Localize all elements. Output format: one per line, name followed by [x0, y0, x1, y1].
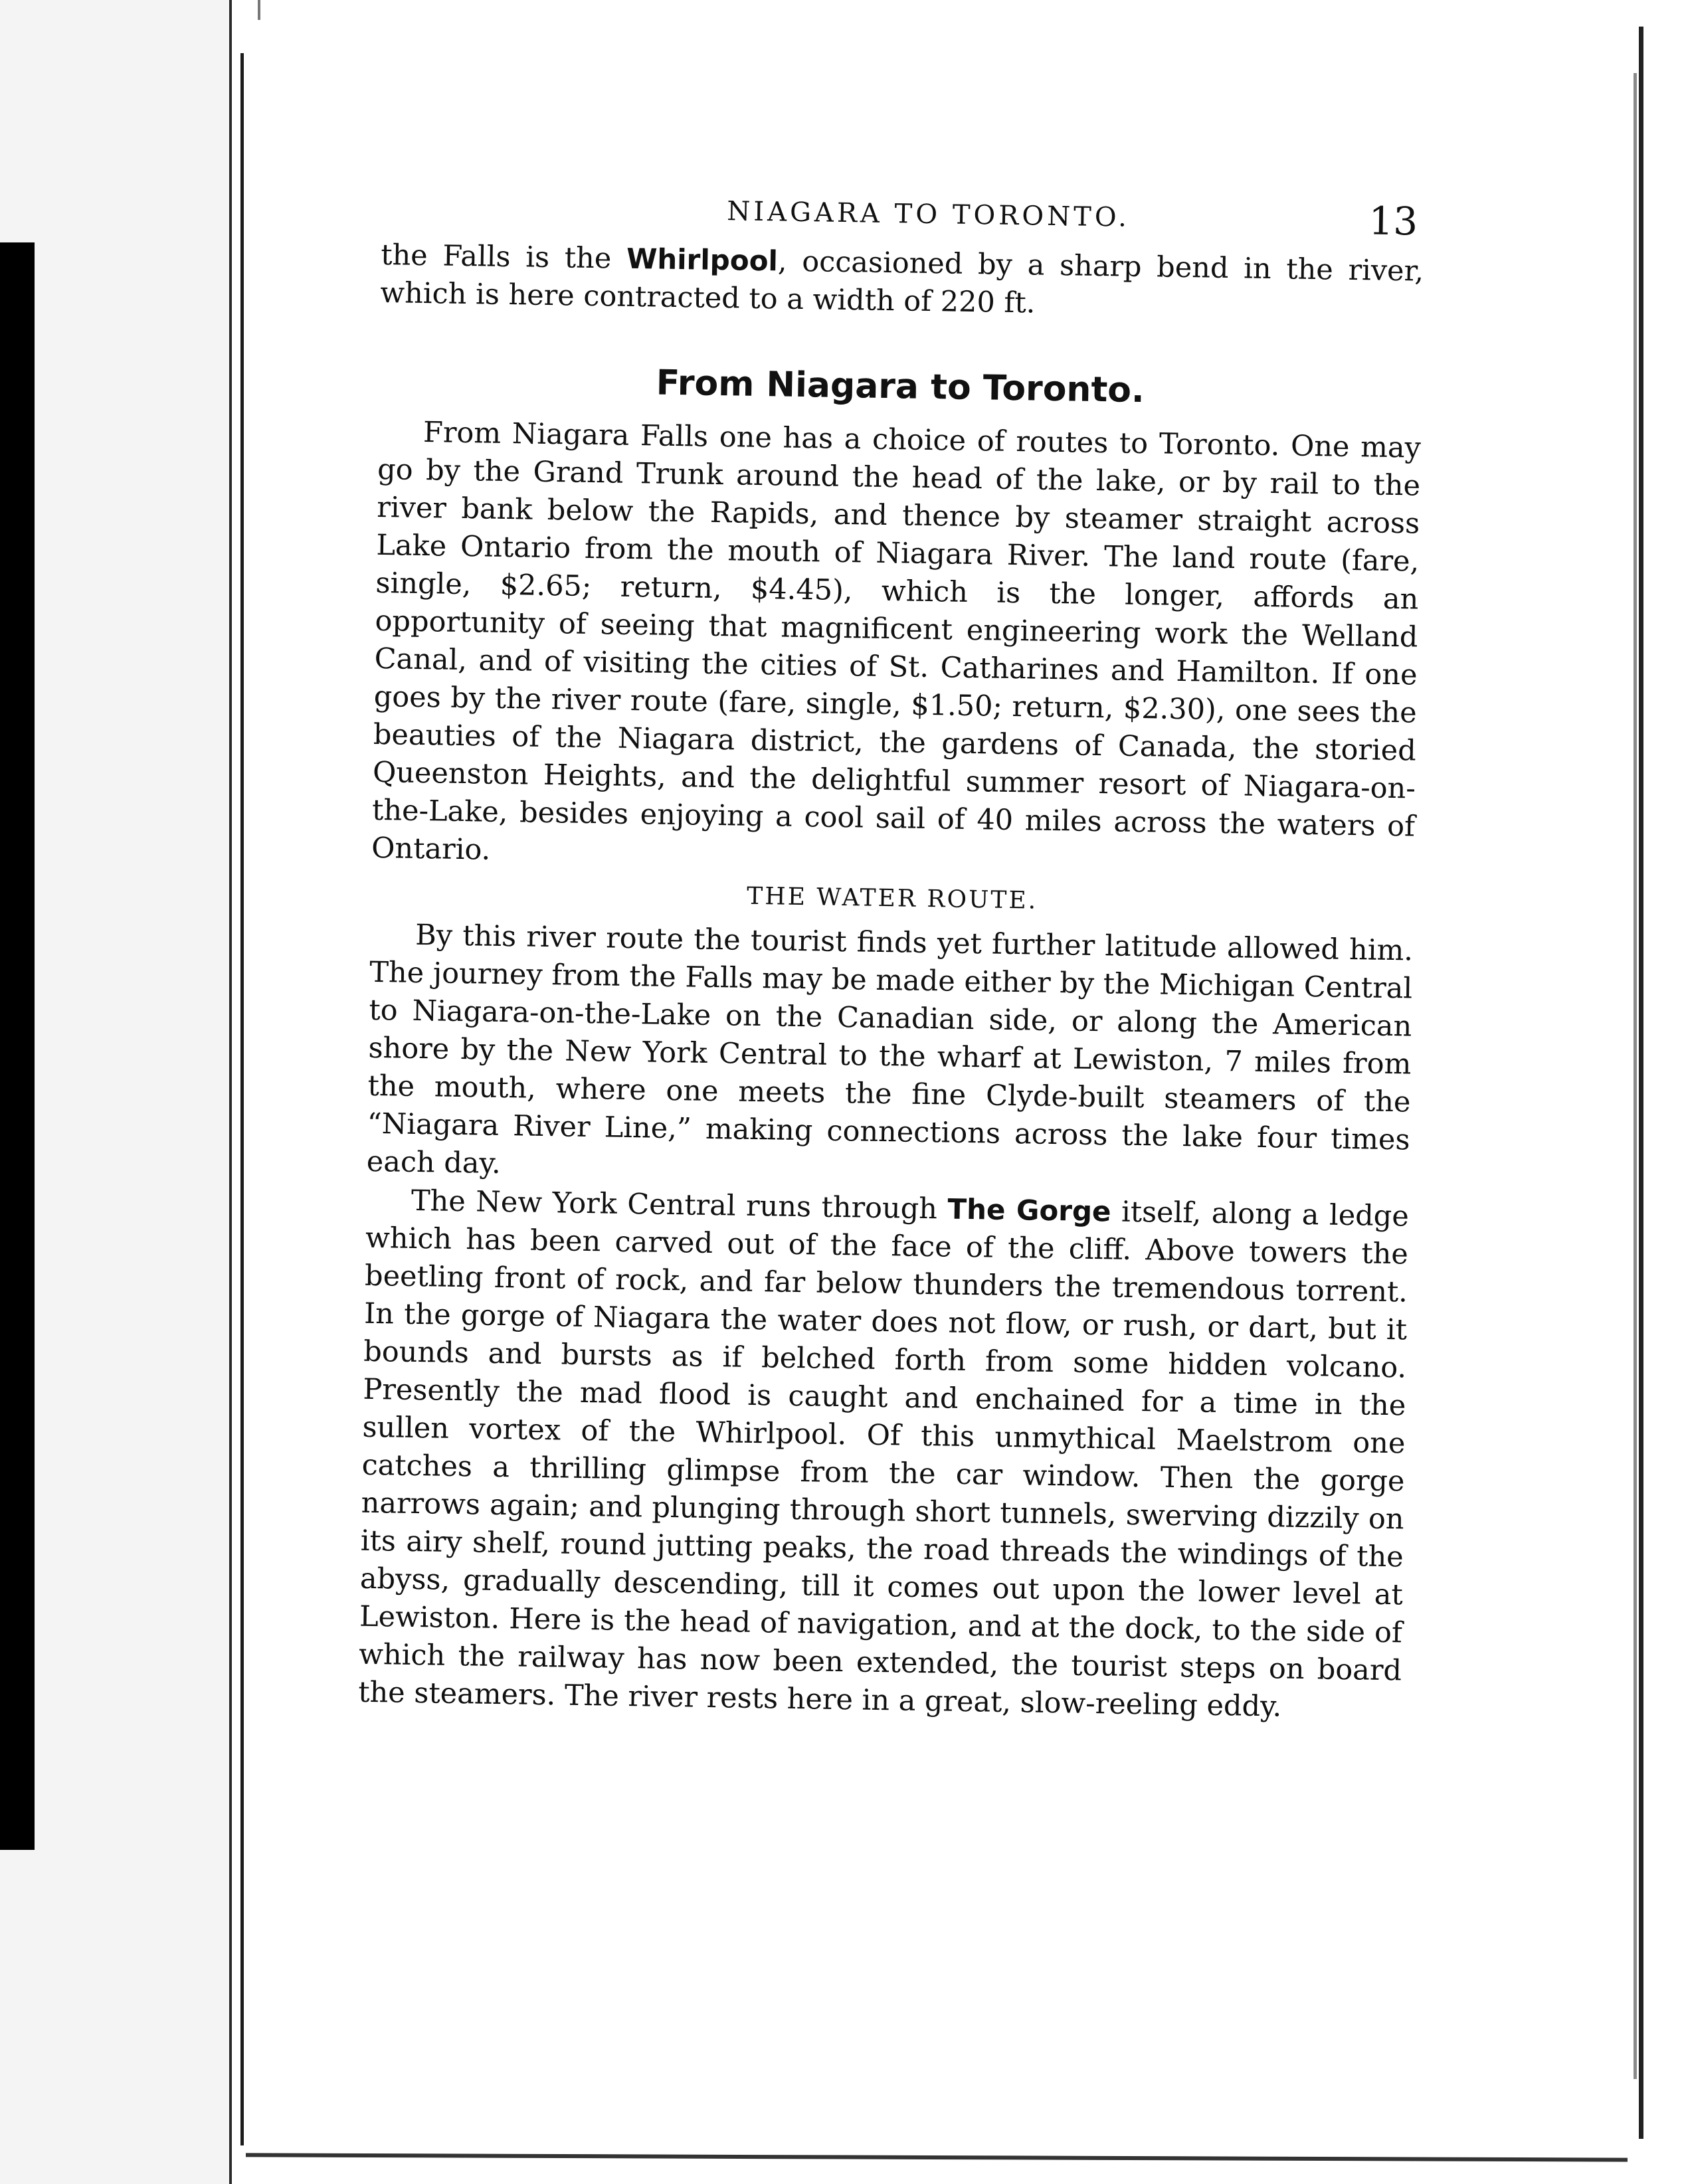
gorge-text-after: itself, along a ledge which has been carved out of the face of the cliff. Above towers the beetling front of rock, and far below thunders the tremendous torrent. In the gorge of Niagara the water does not flow, or rush, or dart, but it bounds and bursts as if belched forth from some hidden volcano. Presently the mad flood is caught and enchained for a time in the sullen vortex of the Whirlpool. Of this unmythical Maelstrom one catches a thrilling glimpse from the car window. Then the gorge narrows again; and plunging through short tunnels, swerving dizzily on its airy shelf, round jutting peaks, the road threads the windings of the abyss, gradually descending, till it comes out upon the lower level at Lewiston. Here is the head of navigation, and at the dock, to the side of which the railway has now been extended, the tourist steps on board the steamers. The river rests here in a great, slow-reeling eddy.: [357, 1195, 1410, 1724]
gorge-term: The Gorge: [947, 1192, 1111, 1228]
intro-text-after: , occasioned by a sharp bend in the river, which is here contracted to a width of 220 ft.: [379, 244, 1424, 320]
facing-page-edge: [0, 0, 232, 2184]
scan-mark: [258, 0, 260, 20]
scan-shadow-block: [0, 242, 35, 1850]
water-route-paragraph: By this river route the tourist finds yet further latitude allowed him. The journey from the Falls may be made either by the Michigan Central to Niagara-on-the-Lake on the Canadian side, or along the American shore by the New York Central to the wharf at Lewiston, 7 miles from the mouth, where one meets the fine Clyde-built steamers of the “Niagara River Line,” making connections across the lake four times each day.: [366, 918, 1414, 1180]
page-right-edge: [1639, 27, 1643, 2139]
gorge-text-before: The New York Central runs through: [411, 1184, 948, 1226]
page-text-block: [358, 183, 1425, 1728]
page-edge-shadow: [1634, 73, 1637, 2079]
water-route-heading: THE WATER ROUTE.: [746, 882, 1038, 915]
section-title: From Niagara to Toronto.: [656, 363, 1145, 411]
intro-text-before: the Falls is the: [380, 238, 627, 276]
page-number: 13: [1368, 198, 1418, 244]
gorge-paragraph: [358, 1181, 1409, 1728]
page-bottom-edge: [246, 2153, 1628, 2161]
routes-paragraph: From Niagara Falls one has a choice of routes to Toronto. One may go by the Grand Trunk around the head of the lake, or by rail to the river bank below the Rapids, and thence by steamer straight across Lake Ontario from the mouth of Niagara River. The land route (fare, single, $2.65; return, $4.45), which is the longer, affords an opportunity of seeing that magnificent engineering work the Welland Canal, and of visiting the cities of St. Catharines and Hamilton. If one goes by the river route (fare, single, $1.50; return, $2.30), one sees the beauties of the Niagara district, the gardens of Canada, the storied Queenston Heights, and the delightful summer resort of Niagara-on-the-Lake, besides enjoying a cool sail of 40 miles across the waters of Ontario.: [371, 416, 1422, 867]
running-title: NIAGARA TO TORONTO.: [727, 196, 1131, 233]
whirlpool-term: Whirlpool: [626, 242, 779, 278]
binding-gutter-line: [240, 53, 244, 2145]
